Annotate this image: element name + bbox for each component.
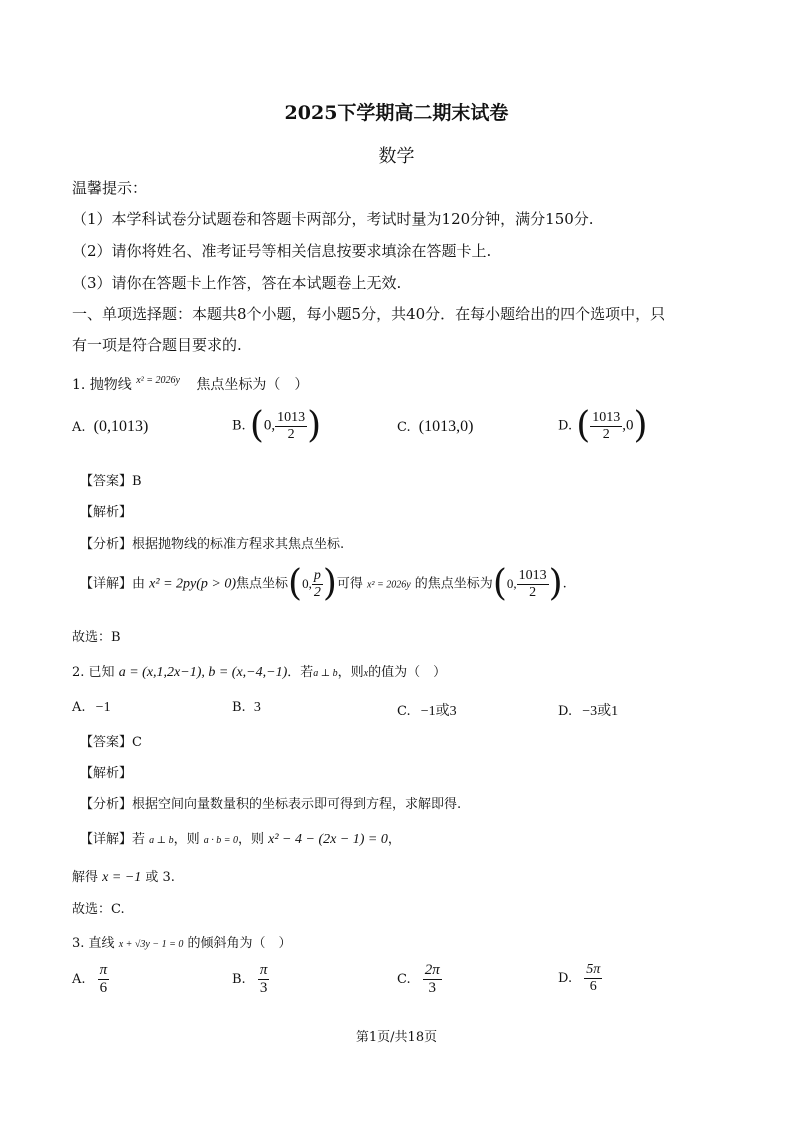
equation: x² = 2026y bbox=[136, 375, 180, 386]
option-c: C. (1013,0) bbox=[397, 418, 474, 435]
analysis-tag: 【解析】 bbox=[80, 505, 133, 520]
fenxi-line: 【分析】根据空间向量数量积的坐标表示即可得到方程，求解即得. bbox=[80, 797, 462, 812]
exam-title: 2025下学期高二期末试卷 bbox=[284, 102, 509, 124]
detail-line: 【详解】由 x² = 2py(p > 0)焦点坐标(0, $\frac{p}{2}$ )可得 x² = 2026y 的焦点坐标为(0, $\frac{1013}{2}$ ). bbox=[80, 563, 567, 604]
section-heading-line1: 一、单项选择题：本题共8个小题，每小题5分，共40分．在每小题给出的四个选项中，只 bbox=[72, 305, 666, 323]
option-b: B. 3 bbox=[232, 700, 261, 715]
notice-heading: 温馨提示： bbox=[72, 179, 148, 197]
option-d: D. ( $\frac{1013}{2}$ ,0) bbox=[558, 405, 648, 446]
question-number: 3. bbox=[72, 936, 85, 951]
answer-value: B bbox=[132, 474, 142, 489]
option-d: D. −3或1 bbox=[558, 704, 619, 719]
analysis-tag: 【解析】 bbox=[80, 766, 133, 781]
fenxi-line: 【分析】根据抛物线的标准方程求其焦点坐标. bbox=[80, 537, 345, 552]
question-3-stem: 3. 直线 x + √3y − 1 = 0 的倾斜角为（ ） bbox=[72, 936, 292, 951]
answer-line: 【答案】B bbox=[80, 474, 142, 489]
detail-line: 【详解】若 a ⊥ b，则 a · b = 0，则 x² − 4 − (2x − 1) = 0， bbox=[80, 832, 401, 847]
notice-item-3: （3）请你在答题卡上作答，答在本试题卷上无效. bbox=[72, 274, 402, 292]
option-a: A. −1 bbox=[72, 700, 111, 715]
equation: x + √3y − 1 = 0 bbox=[118, 939, 184, 950]
question-2-stem: 2. 已知 a = (x,1,2x−1), b = (x,−4,−1)．若a ⊥ b，则x的值为（ ） bbox=[72, 665, 447, 680]
section-heading-line2: 有一项是符合题目要求的. bbox=[72, 336, 242, 354]
notice-item-1: （1）本学科试卷分试题卷和答题卡两部分，考试时量为120分钟，满分150分. bbox=[72, 210, 594, 228]
answer-value: C bbox=[132, 735, 142, 750]
equation: x² = 2026y bbox=[367, 579, 411, 591]
question-number: 2. bbox=[72, 665, 85, 680]
question-number: 1. bbox=[72, 377, 86, 393]
choose-line: 故选：B bbox=[72, 630, 121, 645]
page-footer: 第1页/共18页 bbox=[355, 1030, 438, 1045]
answer-line: 【答案】C bbox=[80, 735, 142, 750]
choose-line: 故选：C. bbox=[72, 902, 125, 917]
option-b: B. $\frac{\pi}{3}$ bbox=[232, 962, 268, 996]
option-d: D. $\frac{5\pi}{6}$ bbox=[558, 962, 601, 994]
equation: a = (x,1,2x−1), b = (x,−4,−1) bbox=[118, 665, 288, 680]
equation: x² − 4 − (2x − 1) = 0 bbox=[268, 832, 388, 847]
option-a: A. (0,1013) bbox=[72, 418, 149, 435]
exam-subject: 数学 bbox=[378, 146, 415, 167]
option-b: B. (0, $\frac{1013}{2}$ ) bbox=[232, 405, 322, 446]
notice-item-2: （2）请你将姓名、准考证号等相关信息按要求填涂在答题卡上. bbox=[72, 242, 492, 260]
option-a: A. $\frac{\pi}{6}$ bbox=[72, 962, 108, 996]
option-c: C. −1或3 bbox=[397, 704, 457, 719]
option-c: C. $\frac{2\pi}{3}$ bbox=[397, 962, 440, 996]
solve-line: 解得 x = −1 或 3. bbox=[72, 870, 175, 885]
equation: x² = 2py(p > 0) bbox=[149, 576, 237, 592]
question-1-stem: 1. 抛物线 $^{x^2 = 2026y}$ 焦点坐标为（ ） bbox=[72, 375, 309, 393]
